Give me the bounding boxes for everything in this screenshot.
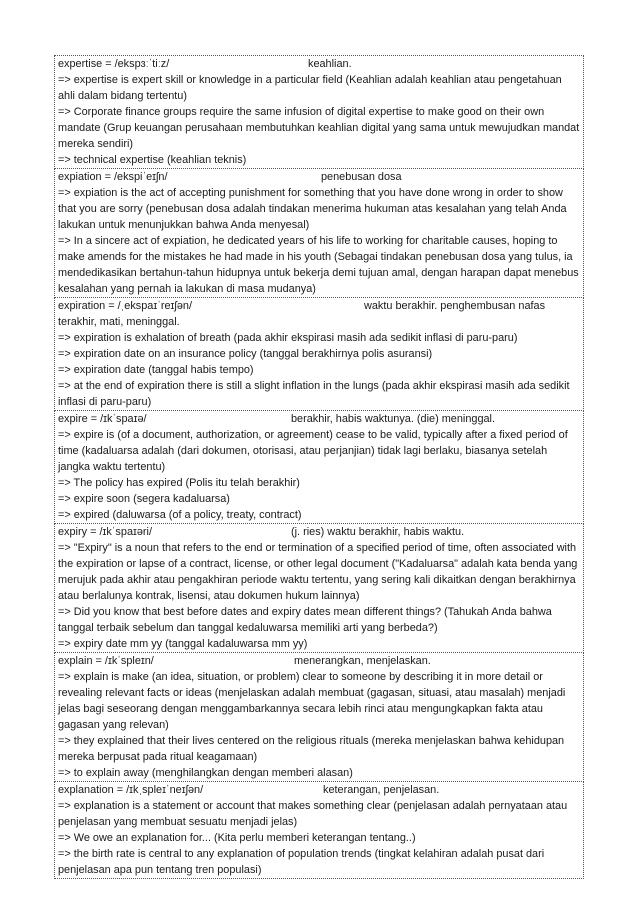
entry-line: => explain is make (an idea, situation, or problem) clear to someone by describing it in more detail or revealing relevant facts or ideas (menjelaskan adalah membuat (gagasan, situasi, atau masalah) menjadi jelas bagi seseorang dengan menggambarkannya secara lebih rinci atau mengungkapkan fakta atau gagasan yang relevan)	[58, 671, 566, 731]
entry-line: => expiration date (tanggal habis tempo)	[58, 364, 254, 376]
entry-head	[58, 56, 580, 72]
entry-head	[58, 411, 580, 427]
entry-line: => We owe an explanation for... (Kita perlu memberi keterangan tentang..)	[58, 832, 416, 844]
entry-line: => Corporate finance groups require the same infusion of digital expertise to make good on their own mandate (Grup keuangan perusahaan membutuhkan keahlian digital yang sama untuk mewujudkan mandat mereka sendiri)	[58, 106, 580, 150]
entry-head	[58, 653, 580, 669]
entry-line: => technical expertise (keahlian teknis)	[58, 154, 247, 166]
entry-head	[58, 298, 580, 330]
entry-line: => expertise is expert skill or knowledge in a particular field (Keahlian adalah keahlian atau pengetahuan ahli dalam bidang tertentu)	[58, 74, 562, 102]
entry-line: => expiation is the act of accepting punishment for something that you have done wrong in order to show that you are sorry (penebusan dosa adalah tindakan menerima hukuman atas kesalahan yang telah Anda lakukan untuk menunjukkan bahwa Anda menyesal)	[58, 187, 567, 231]
entry-term: explanation = /ɪkˌspleɪˈneɪʃən/	[58, 784, 204, 796]
entry-expire	[54, 410, 584, 524]
entry-line: => expiration is exhalation of breath (pada akhir ekspirasi masih ada sedikit inflasi di paru-paru)	[58, 332, 518, 344]
entry-term: expertise = /ekspɜːˈtiːz/	[58, 58, 170, 70]
entry-meaning: penebusan dosa	[321, 171, 402, 183]
entry-head	[58, 782, 580, 798]
entry-term: expire = /ɪkˈspaɪə/	[58, 413, 147, 425]
entry-explanation	[54, 781, 584, 879]
entry-meaning: (j. ries) waktu berakhir, habis waktu.	[291, 526, 465, 538]
entry-line: => the birth rate is central to any explanation of population trends (tingkat kelahiran adalah pusat dari penjelasan apa pun tentang tren populasi)	[58, 848, 545, 876]
entry-line: => they explained that their lives centered on the religious rituals (mereka menjelaskan bahwa kehidupan mereka berpusat pada ritual keagamaan)	[58, 735, 565, 763]
entry-head	[58, 524, 580, 540]
entry-line: => to explain away (menghilangkan dengan memberi alasan)	[58, 767, 353, 779]
entry-line: => expired (daluwarsa (of a policy, treaty, contract)	[58, 509, 302, 521]
entry-term: explain = /ɪkˈspleɪn/	[58, 655, 154, 667]
entry-term: expiration = /ˌekspaɪˈreɪʃən/	[58, 300, 192, 312]
entry-expertise	[54, 55, 584, 169]
entry-line: => at the end of expiration there is still a slight inflation in the lungs (pada akhir ekspirasi masih ada sedikit inflasi di paru-paru)	[58, 380, 570, 408]
entry-expiry	[54, 523, 584, 653]
entry-explain	[54, 652, 584, 782]
entry-line: => The policy has expired (Polis itu telah berakhir)	[58, 477, 300, 489]
entry-line: => expiry date mm yy (tanggal kadaluwarsa mm yy)	[58, 638, 308, 650]
entry-term: expiation = /ekspiˈeɪʃn/	[58, 171, 168, 183]
entry-line: => explanation is a statement or account that makes something clear (penjelasan adalah pernyataan atau penjelasan yang membuat sesuatu menjadi jelas)	[58, 800, 568, 828]
entry-line: => "Expiry" is a noun that refers to the end or termination of a specified period of time, often associated with the expiration or lapse of a contract, license, or other legal document ("Kadaluarsa" adalah kata benda yang merujuk pada akhir atau pengakhiran periode waktu tertentu, yang sering kali dikaitkan dengan berakhirnya atau berlalunya kontrak, lisensi, atau dokumen hukum lainnya)	[58, 542, 578, 602]
entry-expiation	[54, 168, 584, 298]
entry-term: expiry = /ɪkˈspaɪəri/	[58, 526, 153, 538]
entry-expiration	[54, 297, 584, 411]
entry-line: => expiration date on an insurance policy (tanggal berakhirnya polis asuransi)	[58, 348, 433, 360]
entry-line: => Did you know that best before dates and expiry dates mean different things? (Tahukah Anda bahwa tanggal terbaik sebelum dan tanggal kedaluwarsa memiliki arti yang berbeda?)	[58, 606, 552, 634]
entry-meaning: keahlian.	[308, 58, 352, 70]
entry-meaning: waktu berakhir. penghembusan nafas terakhir, mati, meninggal.	[58, 300, 546, 328]
entry-head	[58, 169, 580, 185]
entry-line: => expire soon (segera kadaluarsa)	[58, 493, 230, 505]
dictionary-document	[54, 56, 584, 879]
entry-meaning: keterangan, penjelasan.	[323, 784, 440, 796]
entry-line: => expire is (of a document, authorization, or agreement) cease to be valid, typically after a fixed period of time (kadaluarsa adalah (dari dokumen, otorisasi, atau perjanjian) tidak lagi berlaku, biasanya setelah jangka waktu tertentu)	[58, 429, 568, 473]
entry-meaning: menerangkan, menjelaskan.	[294, 655, 431, 667]
entry-meaning: berakhir, habis waktunya. (die) meninggal.	[291, 413, 496, 425]
entry-line: => In a sincere act of expiation, he dedicated years of his life to working for charitable causes, hoping to make amends for the mistakes he had made in his youth (Sebagai tindakan penebusan dosa yang tulus, ia mendedikasikan bertahun-tahun hidupnya untuk bekerja demi tujuan amal, dengan harapan dapat menebus kesalahan yang pernah ia lakukan di masa mudanya)	[58, 235, 579, 295]
